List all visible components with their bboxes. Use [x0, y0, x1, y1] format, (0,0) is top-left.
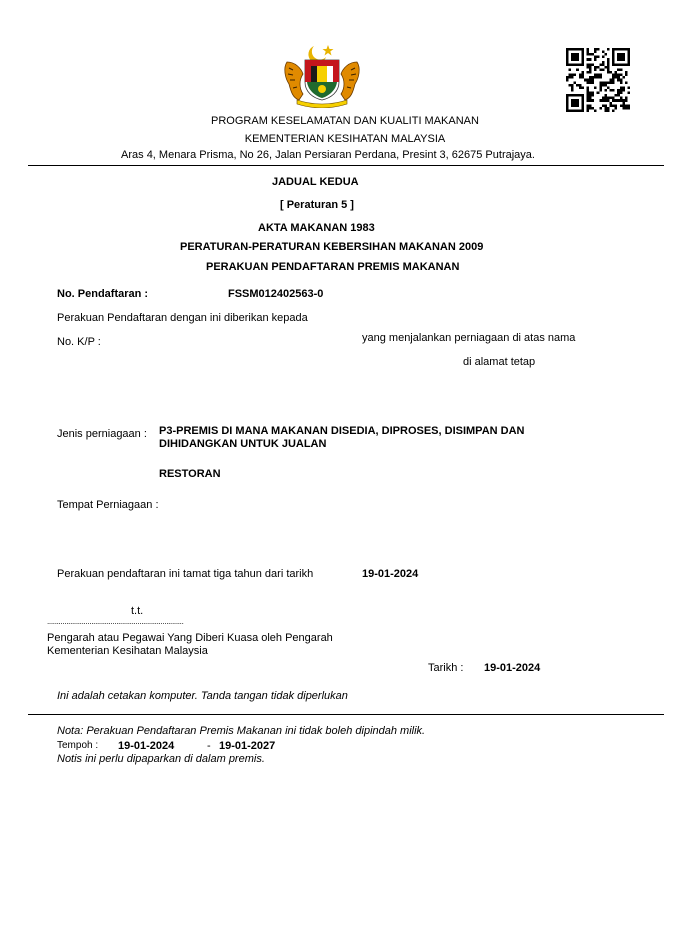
- period-separator: -: [207, 740, 211, 752]
- business-type-line-2: DIHIDANGKAN UNTUK JUALAN: [159, 438, 327, 450]
- business-name-text: yang menjalankan perniagaan di atas nama: [362, 332, 576, 344]
- business-place-label: Tempat Perniagaan :: [57, 499, 159, 511]
- footer-divider: [28, 714, 664, 715]
- registration-number-label: No. Pendaftaran :: [57, 288, 149, 300]
- period-label: Tempoh :: [57, 740, 99, 751]
- business-type-line-1: P3-PREMIS DI MANA MAKANAN DISEDIA, DIPROSES, DISIMPAN DAN: [159, 425, 525, 437]
- qr-code-icon: [566, 48, 630, 112]
- act-title: AKTA MAKANAN 1983: [258, 222, 375, 234]
- signatory-title: Pengarah atau Pegawai Yang Diberi Kuasa oleh Pengarah: [47, 632, 333, 644]
- permanent-address-text: di alamat tetap: [463, 356, 536, 368]
- org-line-2: KEMENTERIAN KESIHATAN MALAYSIA: [244, 133, 446, 145]
- regulations-title: PERATURAN-PERATURAN KEBERSIHAN MAKANAN 2009: [180, 241, 484, 253]
- schedule-title: JADUAL KEDUA: [272, 176, 359, 188]
- org-address: Aras 4, Menara Prisma, No 26, Jalan Persiaran Perdana, Presint 3, 62675 Putrajaya.: [121, 149, 535, 161]
- period-start: 19-01-2024: [118, 740, 175, 752]
- certificate-title: PERAKUAN PENDAFTARAN PREMIS MAKANAN: [206, 261, 460, 273]
- signature-dotted-line: .......................................................................: [47, 617, 184, 626]
- malaysia-coat-of-arms-icon: [281, 42, 363, 108]
- given-to-text: Perakuan Pendaftaran dengan ini diberikan kepada: [57, 312, 308, 324]
- display-note: Notis ini perlu dipaparkan di dalam premis.: [57, 753, 265, 765]
- tt-mark: t.t.: [131, 605, 144, 617]
- regulation-ref: [ Peraturan 5 ]: [280, 199, 354, 211]
- business-type-label: Jenis perniagaan :: [57, 428, 147, 440]
- signatory-ministry: Kementerian Kesihatan Malaysia: [47, 645, 208, 657]
- org-line-1: PROGRAM KESELAMATAN DAN KUALITI MAKANAN: [211, 115, 479, 127]
- date-label: Tarikh :: [428, 662, 464, 674]
- header-divider: [28, 165, 664, 166]
- registration-number-value: FSSM012402563-0: [228, 288, 324, 300]
- period-end: 19-01-2027: [219, 740, 276, 752]
- transfer-note: Nota: Perakuan Pendaftaran Premis Makanan ini tidak boleh dipindah milik.: [57, 725, 426, 737]
- expiry-text: Perakuan pendaftaran ini tamat tiga tahun dari tarikh: [57, 568, 314, 580]
- kp-label: No. K/P :: [57, 336, 101, 348]
- date-value: 19-01-2024: [484, 662, 541, 674]
- business-category: RESTORAN: [159, 468, 221, 480]
- expiry-date: 19-01-2024: [362, 568, 419, 580]
- computer-print-note: Ini adalah cetakan komputer. Tanda tangan tidak diperlukan: [57, 690, 348, 702]
